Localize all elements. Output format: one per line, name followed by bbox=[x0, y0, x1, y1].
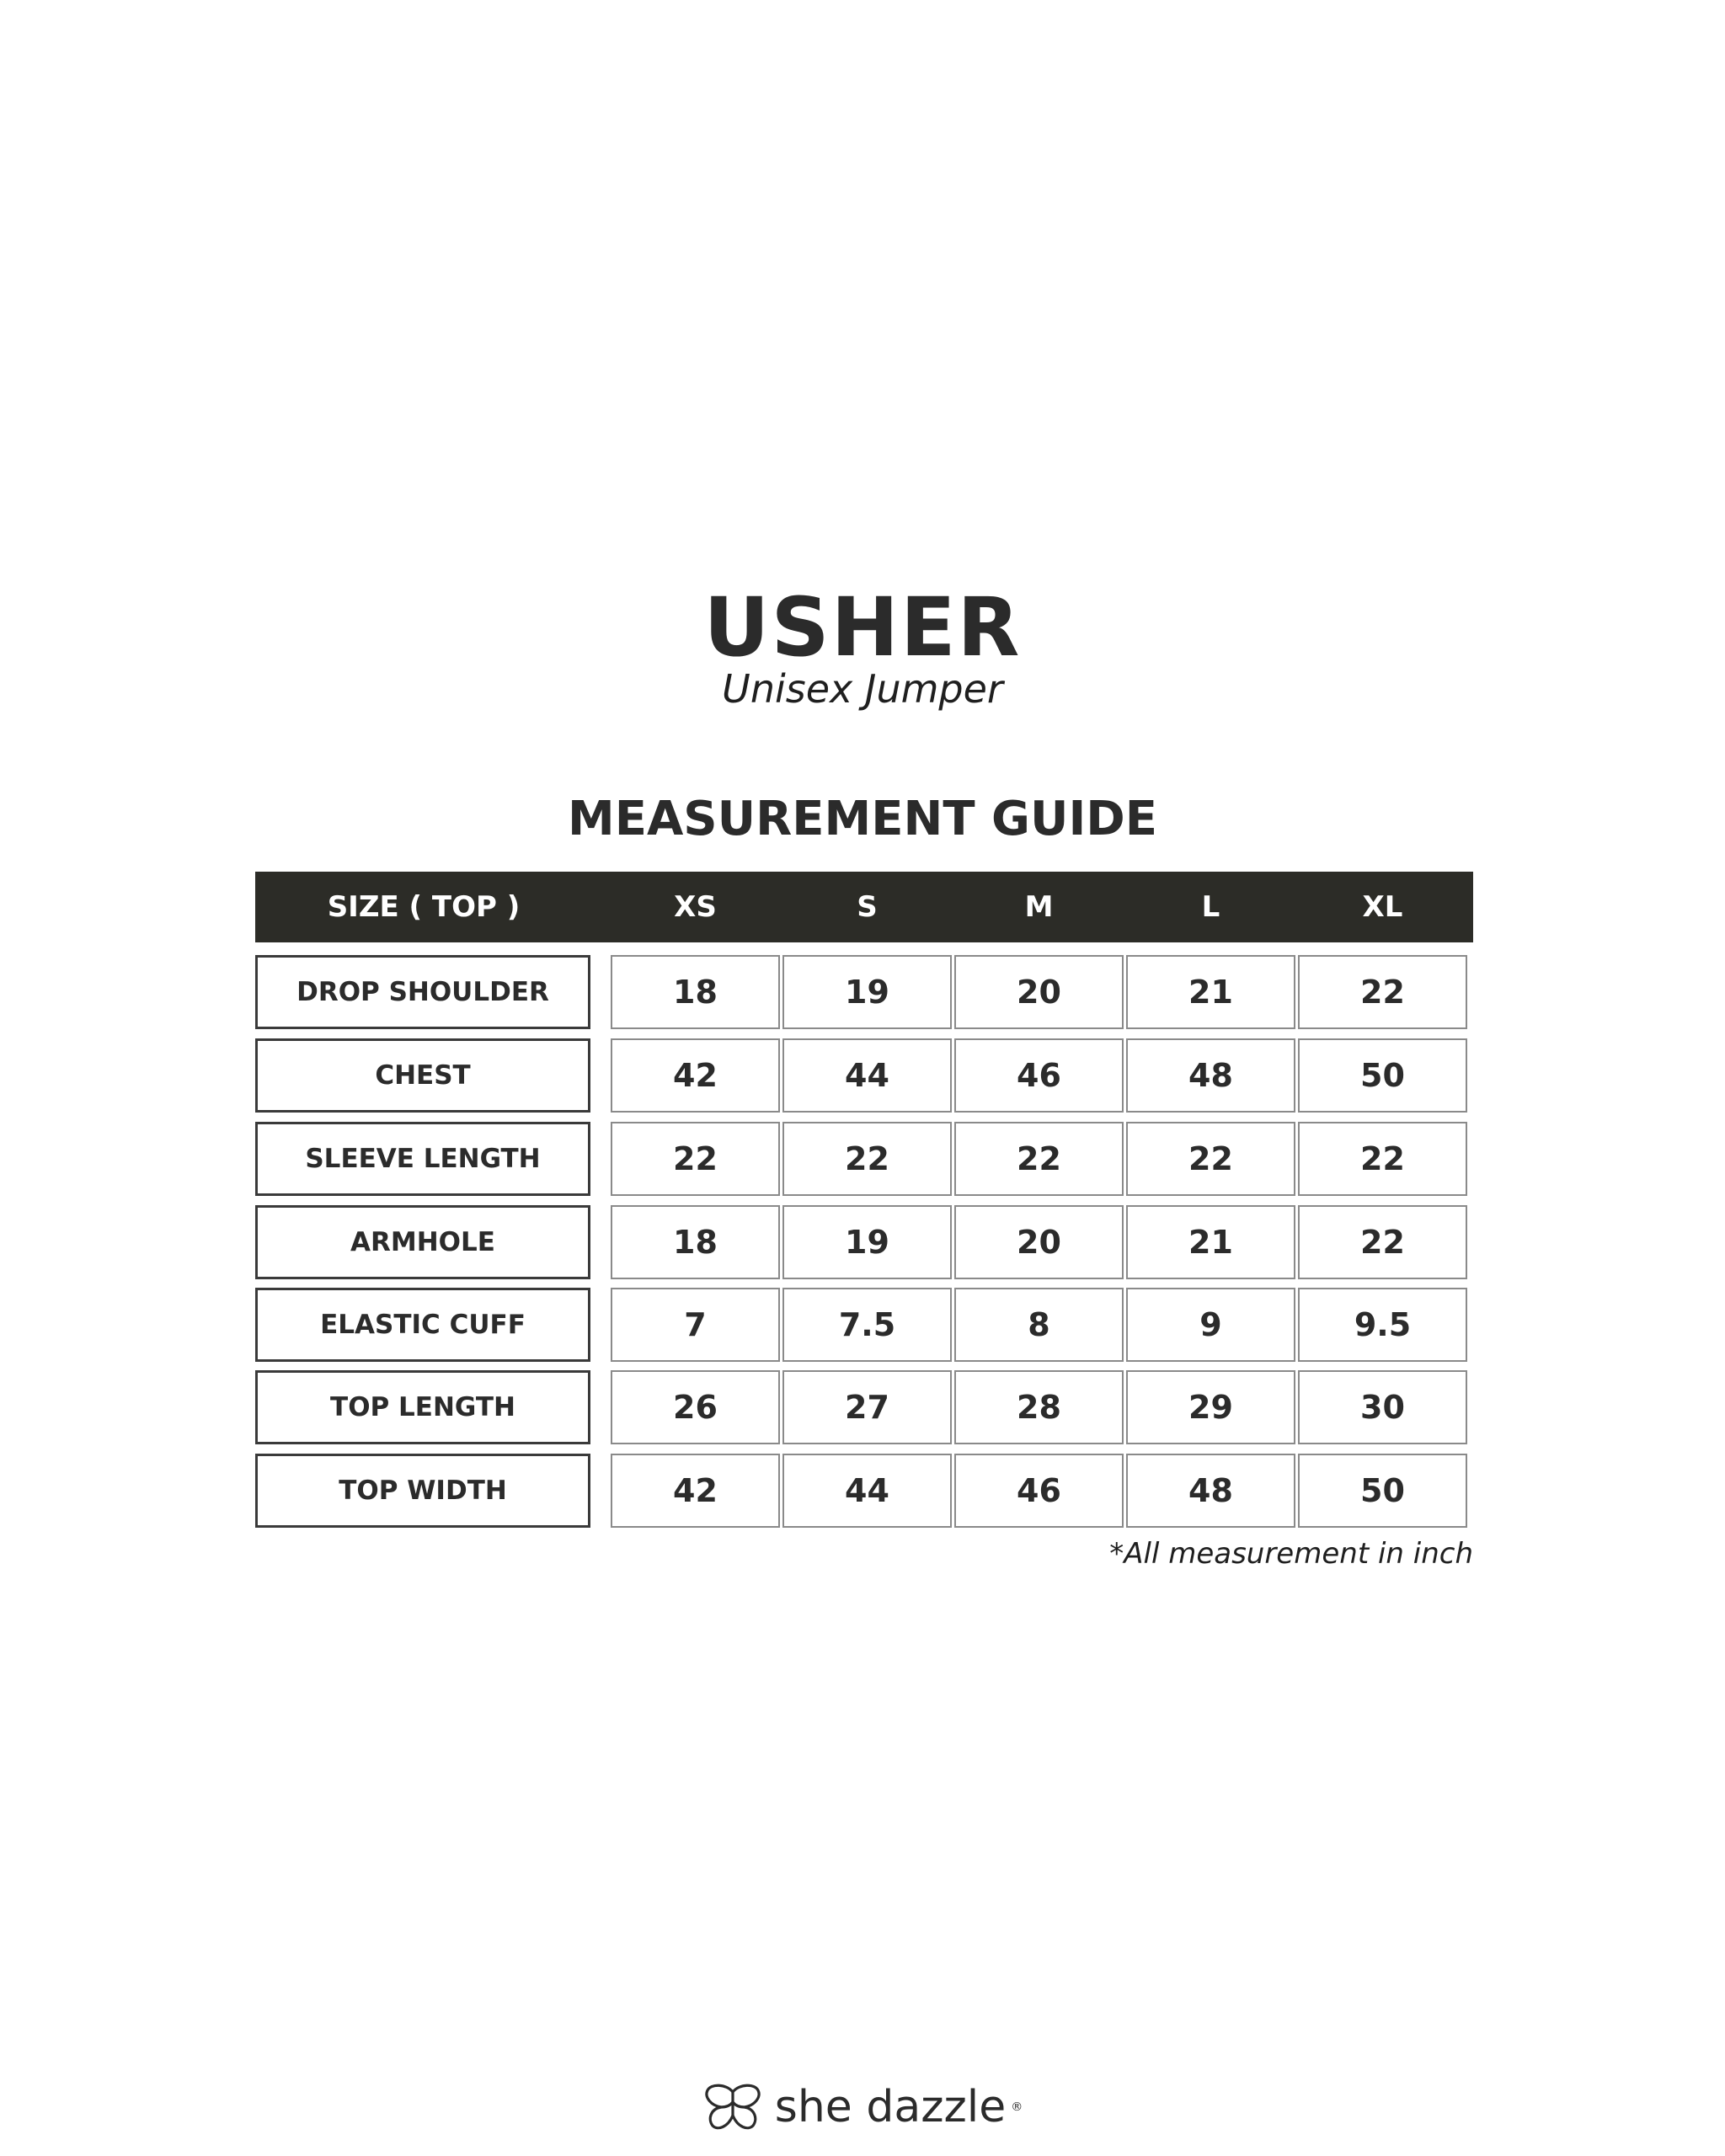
brand-name: she dazzle bbox=[774, 2082, 1007, 2132]
measurement-footnote: *All measurement in inch bbox=[1109, 1537, 1473, 1571]
table-cell: 28 bbox=[954, 1370, 1124, 1444]
table-cell: 42 bbox=[611, 1454, 780, 1528]
brand-logo bbox=[0, 2073, 1725, 2141]
table-cell: 29 bbox=[1126, 1370, 1295, 1444]
table-cell: 21 bbox=[1126, 1205, 1295, 1279]
section-title: MEASUREMENT GUIDE bbox=[567, 792, 1158, 846]
table-cell: 48 bbox=[1126, 1038, 1295, 1113]
table-cell: 22 bbox=[954, 1122, 1124, 1196]
table-cell: 7.5 bbox=[782, 1288, 952, 1362]
table-cell: 27 bbox=[782, 1370, 952, 1444]
header-size-m: M bbox=[1024, 890, 1054, 924]
header-size-xs: XS bbox=[674, 890, 717, 924]
table-cell: 50 bbox=[1298, 1038, 1467, 1113]
product-subtitle: Unisex Jumper bbox=[722, 666, 1003, 712]
header-size-xl: XL bbox=[1362, 890, 1403, 924]
table-cell: 9.5 bbox=[1298, 1288, 1467, 1362]
butterfly-icon bbox=[702, 2082, 763, 2132]
table-cell: 19 bbox=[782, 955, 952, 1029]
row-label-sleeve-length: SLEEVE LENGTH bbox=[255, 1122, 590, 1196]
table-cell: 18 bbox=[611, 955, 780, 1029]
table-cell: 21 bbox=[1126, 955, 1295, 1029]
table-cell: 20 bbox=[954, 955, 1124, 1029]
row-label-armhole: ARMHOLE bbox=[255, 1205, 590, 1279]
table-cell: 18 bbox=[611, 1205, 780, 1279]
table-cell: 8 bbox=[954, 1288, 1124, 1362]
product-title: USHER bbox=[703, 580, 1022, 675]
row-label-top-length: TOP LENGTH bbox=[255, 1370, 590, 1444]
table-cell: 44 bbox=[782, 1454, 952, 1528]
row-label-chest: CHEST bbox=[255, 1038, 590, 1113]
registered-mark: ® bbox=[1011, 2100, 1023, 2114]
row-label-drop-shoulder: DROP SHOULDER bbox=[255, 955, 590, 1029]
table-cell: 22 bbox=[1298, 1205, 1467, 1279]
table-cell: 22 bbox=[1298, 1122, 1467, 1196]
row-label-top-width: TOP WIDTH bbox=[255, 1454, 590, 1528]
table-cell: 9 bbox=[1126, 1288, 1295, 1362]
header-size-l: L bbox=[1201, 890, 1220, 924]
table-cell: 22 bbox=[782, 1122, 952, 1196]
table-cell: 48 bbox=[1126, 1454, 1295, 1528]
header-size-label: SIZE ( TOP ) bbox=[327, 890, 521, 924]
table-cell: 26 bbox=[611, 1370, 780, 1444]
table-header bbox=[255, 872, 1473, 942]
table-cell: 22 bbox=[1126, 1122, 1295, 1196]
table-cell: 46 bbox=[954, 1038, 1124, 1113]
header-size-s: S bbox=[857, 890, 878, 924]
table-cell: 19 bbox=[782, 1205, 952, 1279]
table-cell: 7 bbox=[611, 1288, 780, 1362]
row-label-elastic-cuff: ELASTIC CUFF bbox=[255, 1288, 590, 1362]
table-cell: 22 bbox=[611, 1122, 780, 1196]
table-cell: 22 bbox=[1298, 955, 1467, 1029]
table-cell: 20 bbox=[954, 1205, 1124, 1279]
table-cell: 44 bbox=[782, 1038, 952, 1113]
table-cell: 42 bbox=[611, 1038, 780, 1113]
table-cell: 50 bbox=[1298, 1454, 1467, 1528]
table-cell: 30 bbox=[1298, 1370, 1467, 1444]
table-cell: 46 bbox=[954, 1454, 1124, 1528]
